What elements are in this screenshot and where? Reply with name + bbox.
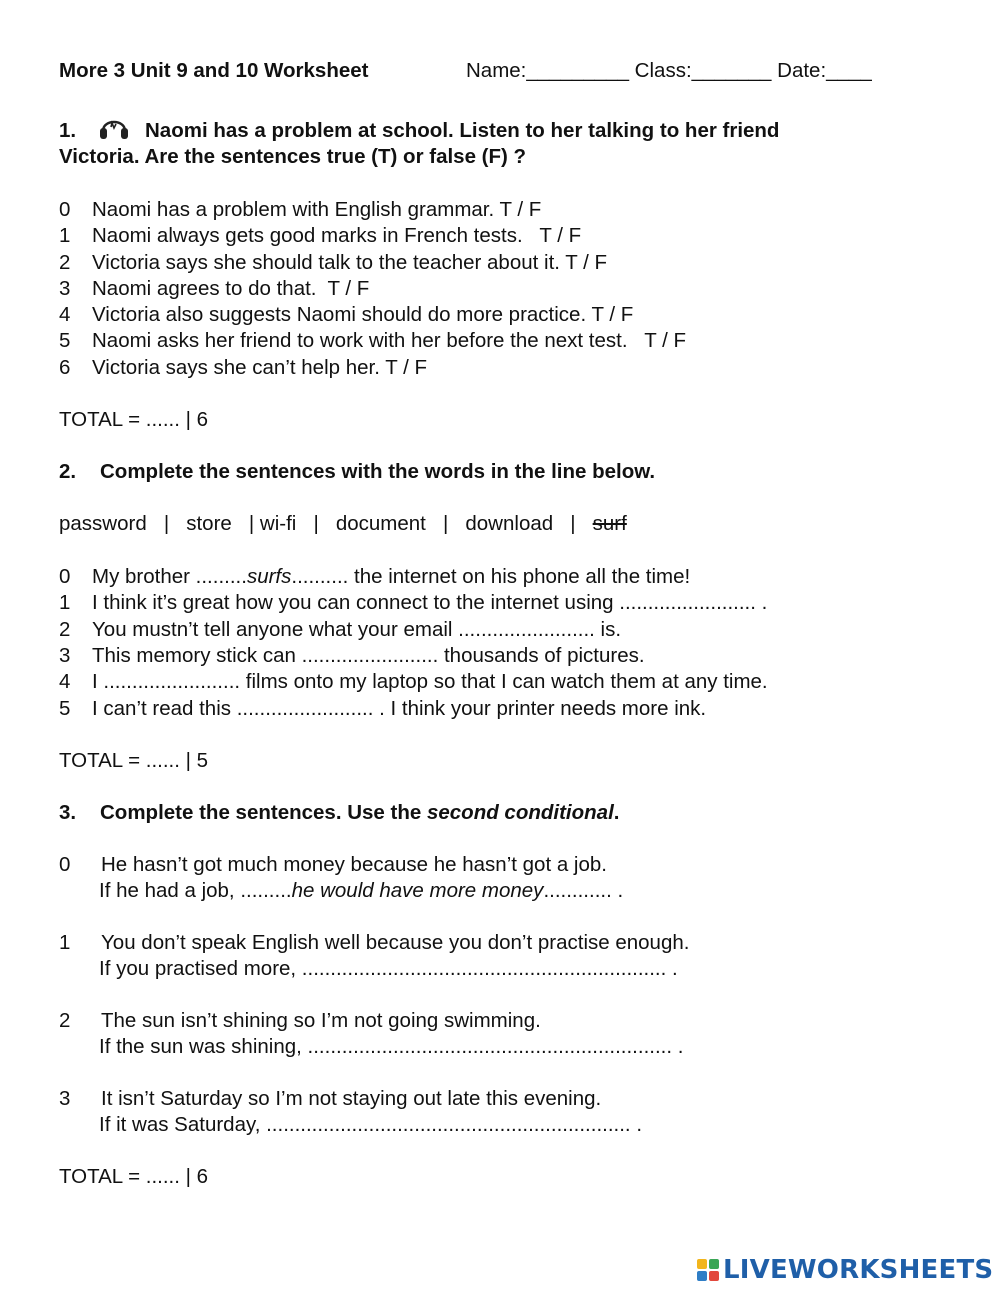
item-number: 4 [59, 670, 71, 694]
true-false-statement: Victoria says she can’t help her. T / F [92, 355, 428, 379]
list-item [59, 643, 959, 669]
answer-line[interactable]: If you practised more, ................................................................ . [99, 956, 678, 980]
q2-heading [59, 459, 959, 485]
example-line2 [99, 878, 959, 904]
item-number: 2 [59, 617, 71, 641]
q1-heading-line1: Naomi has a problem at school. Listen to her talking to her friend [145, 119, 780, 142]
prompt-sentence: It isn’t Saturday so I’m not staying out late this evening. [101, 1086, 602, 1110]
q2-sentence-list [59, 564, 959, 722]
word-bank [59, 511, 959, 537]
true-false-statement: Naomi agrees to do that. T / F [92, 276, 370, 300]
item-number: 1 [59, 930, 71, 954]
item-number: 3 [59, 276, 71, 300]
item-number: 5 [59, 696, 71, 720]
worksheet-title: More 3 Unit 9 and 10 Worksheet [59, 59, 369, 82]
item-number: 4 [59, 303, 71, 327]
list-item [59, 197, 959, 223]
list-item [59, 355, 959, 381]
list-item [59, 223, 959, 249]
list-item [59, 1008, 959, 1060]
list-item [59, 617, 959, 643]
word-bank-struck-word: surf [592, 512, 627, 536]
list-item [59, 669, 959, 695]
list-item [59, 590, 959, 616]
q2-number: 2. [59, 460, 77, 484]
word-bank-words: password | store | wi-fi | document | download | [59, 512, 593, 536]
worksheet-header [59, 58, 959, 86]
q2-total: TOTAL = ...... | 5 [59, 748, 209, 772]
logo-block [709, 1259, 719, 1269]
q3-heading-after: . [613, 800, 620, 824]
example-answer: surfs [246, 565, 292, 589]
example-after: .......... the internet on his phone all the time! [291, 565, 691, 589]
list-item [59, 930, 959, 982]
gap-fill-sentence[interactable]: You mustn’t tell anyone what your email ........................ is. [92, 617, 622, 641]
logo-block [697, 1271, 707, 1281]
q3-heading-italic: second conditional [426, 800, 614, 824]
headphones-icon[interactable] [97, 115, 131, 141]
answer-line[interactable]: If the sun was shining, ................................................................ . [99, 1034, 684, 1058]
list-item [59, 302, 959, 328]
logo-text: LIVEWORKSHEETS [723, 1255, 994, 1285]
liveworksheets-logo[interactable] [697, 1255, 993, 1285]
list-item [59, 852, 959, 904]
q3-number: 3. [59, 800, 77, 824]
q3-heading [59, 800, 959, 826]
gap-fill-sentence[interactable]: I ........................ films onto my laptop so that I can watch them at any time. [92, 670, 768, 694]
q1-number: 1. [59, 119, 77, 142]
item-number: 1 [59, 224, 71, 248]
example-before: My brother ......... [92, 565, 247, 589]
answer-line[interactable]: If it was Saturday, ................................................................ . [99, 1112, 643, 1136]
example-line1: He hasn’t got much money because he hasn’t got a job. [101, 852, 607, 876]
item-number: 0 [59, 565, 71, 589]
item-number: 6 [59, 355, 71, 379]
student-info-fields: Name:_________ Class:_______ Date:____ [466, 59, 872, 82]
item-number: 0 [59, 852, 71, 876]
list-item [59, 276, 959, 302]
item-number: 5 [59, 329, 71, 353]
item-number: 3 [59, 1086, 71, 1110]
list-item [59, 328, 959, 354]
list-item [59, 564, 959, 590]
q2-heading-text: Complete the sentences with the words in the line below. [100, 460, 656, 484]
logo-blocks-icon [697, 1259, 719, 1281]
item-number: 1 [59, 591, 71, 615]
item-number: 2 [59, 250, 71, 274]
prompt-sentence: You don’t speak English well because you don’t practise enough. [101, 930, 690, 954]
q1-heading [59, 115, 959, 170]
gap-fill-sentence[interactable]: I think it’s great how you can connect to the internet using ........................ . [92, 591, 768, 615]
gap-fill-sentence[interactable]: I can’t read this ........................ . I think your printer needs more ink. [92, 696, 707, 720]
item-number: 3 [59, 643, 71, 667]
item-number: 2 [59, 1008, 71, 1032]
prompt-sentence: The sun isn’t shining so I’m not going swimming. [101, 1008, 541, 1032]
list-item [59, 696, 959, 722]
logo-block [697, 1259, 707, 1269]
item-number: 0 [59, 198, 71, 221]
q3-sentence-list [59, 852, 959, 1138]
true-false-statement: Naomi always gets good marks in French tests. T / F [92, 224, 582, 248]
q1-heading-line2: Victoria. Are the sentences true (T) or false (F) ? [59, 145, 527, 168]
q3-total: TOTAL = ...... | 6 [59, 1164, 209, 1188]
true-false-statement: Victoria also suggests Naomi should do more practice. T / F [92, 303, 634, 327]
true-false-statement: Naomi has a problem with English grammar. T / F [92, 198, 542, 221]
list-item [59, 1086, 959, 1138]
example-line2-after: ............ . [543, 878, 624, 902]
q1-total: TOTAL = ...... | 6 [59, 408, 209, 432]
true-false-statement: Victoria says she should talk to the teacher about it. T / F [92, 250, 608, 274]
q1-statement-list [59, 197, 959, 381]
true-false-statement: Naomi asks her friend to work with her before the next test. T / F [92, 329, 686, 353]
example-line2-before: If he had a job, ......... [99, 878, 292, 902]
logo-block [709, 1271, 719, 1281]
worksheet-page [59, 58, 959, 1190]
example-answer: he would have more money [291, 878, 544, 902]
q3-heading-before: Complete the sentences. Use the [100, 800, 427, 824]
gap-fill-sentence[interactable]: This memory stick can ........................ thousands of pictures. [92, 643, 645, 667]
list-item [59, 250, 959, 276]
